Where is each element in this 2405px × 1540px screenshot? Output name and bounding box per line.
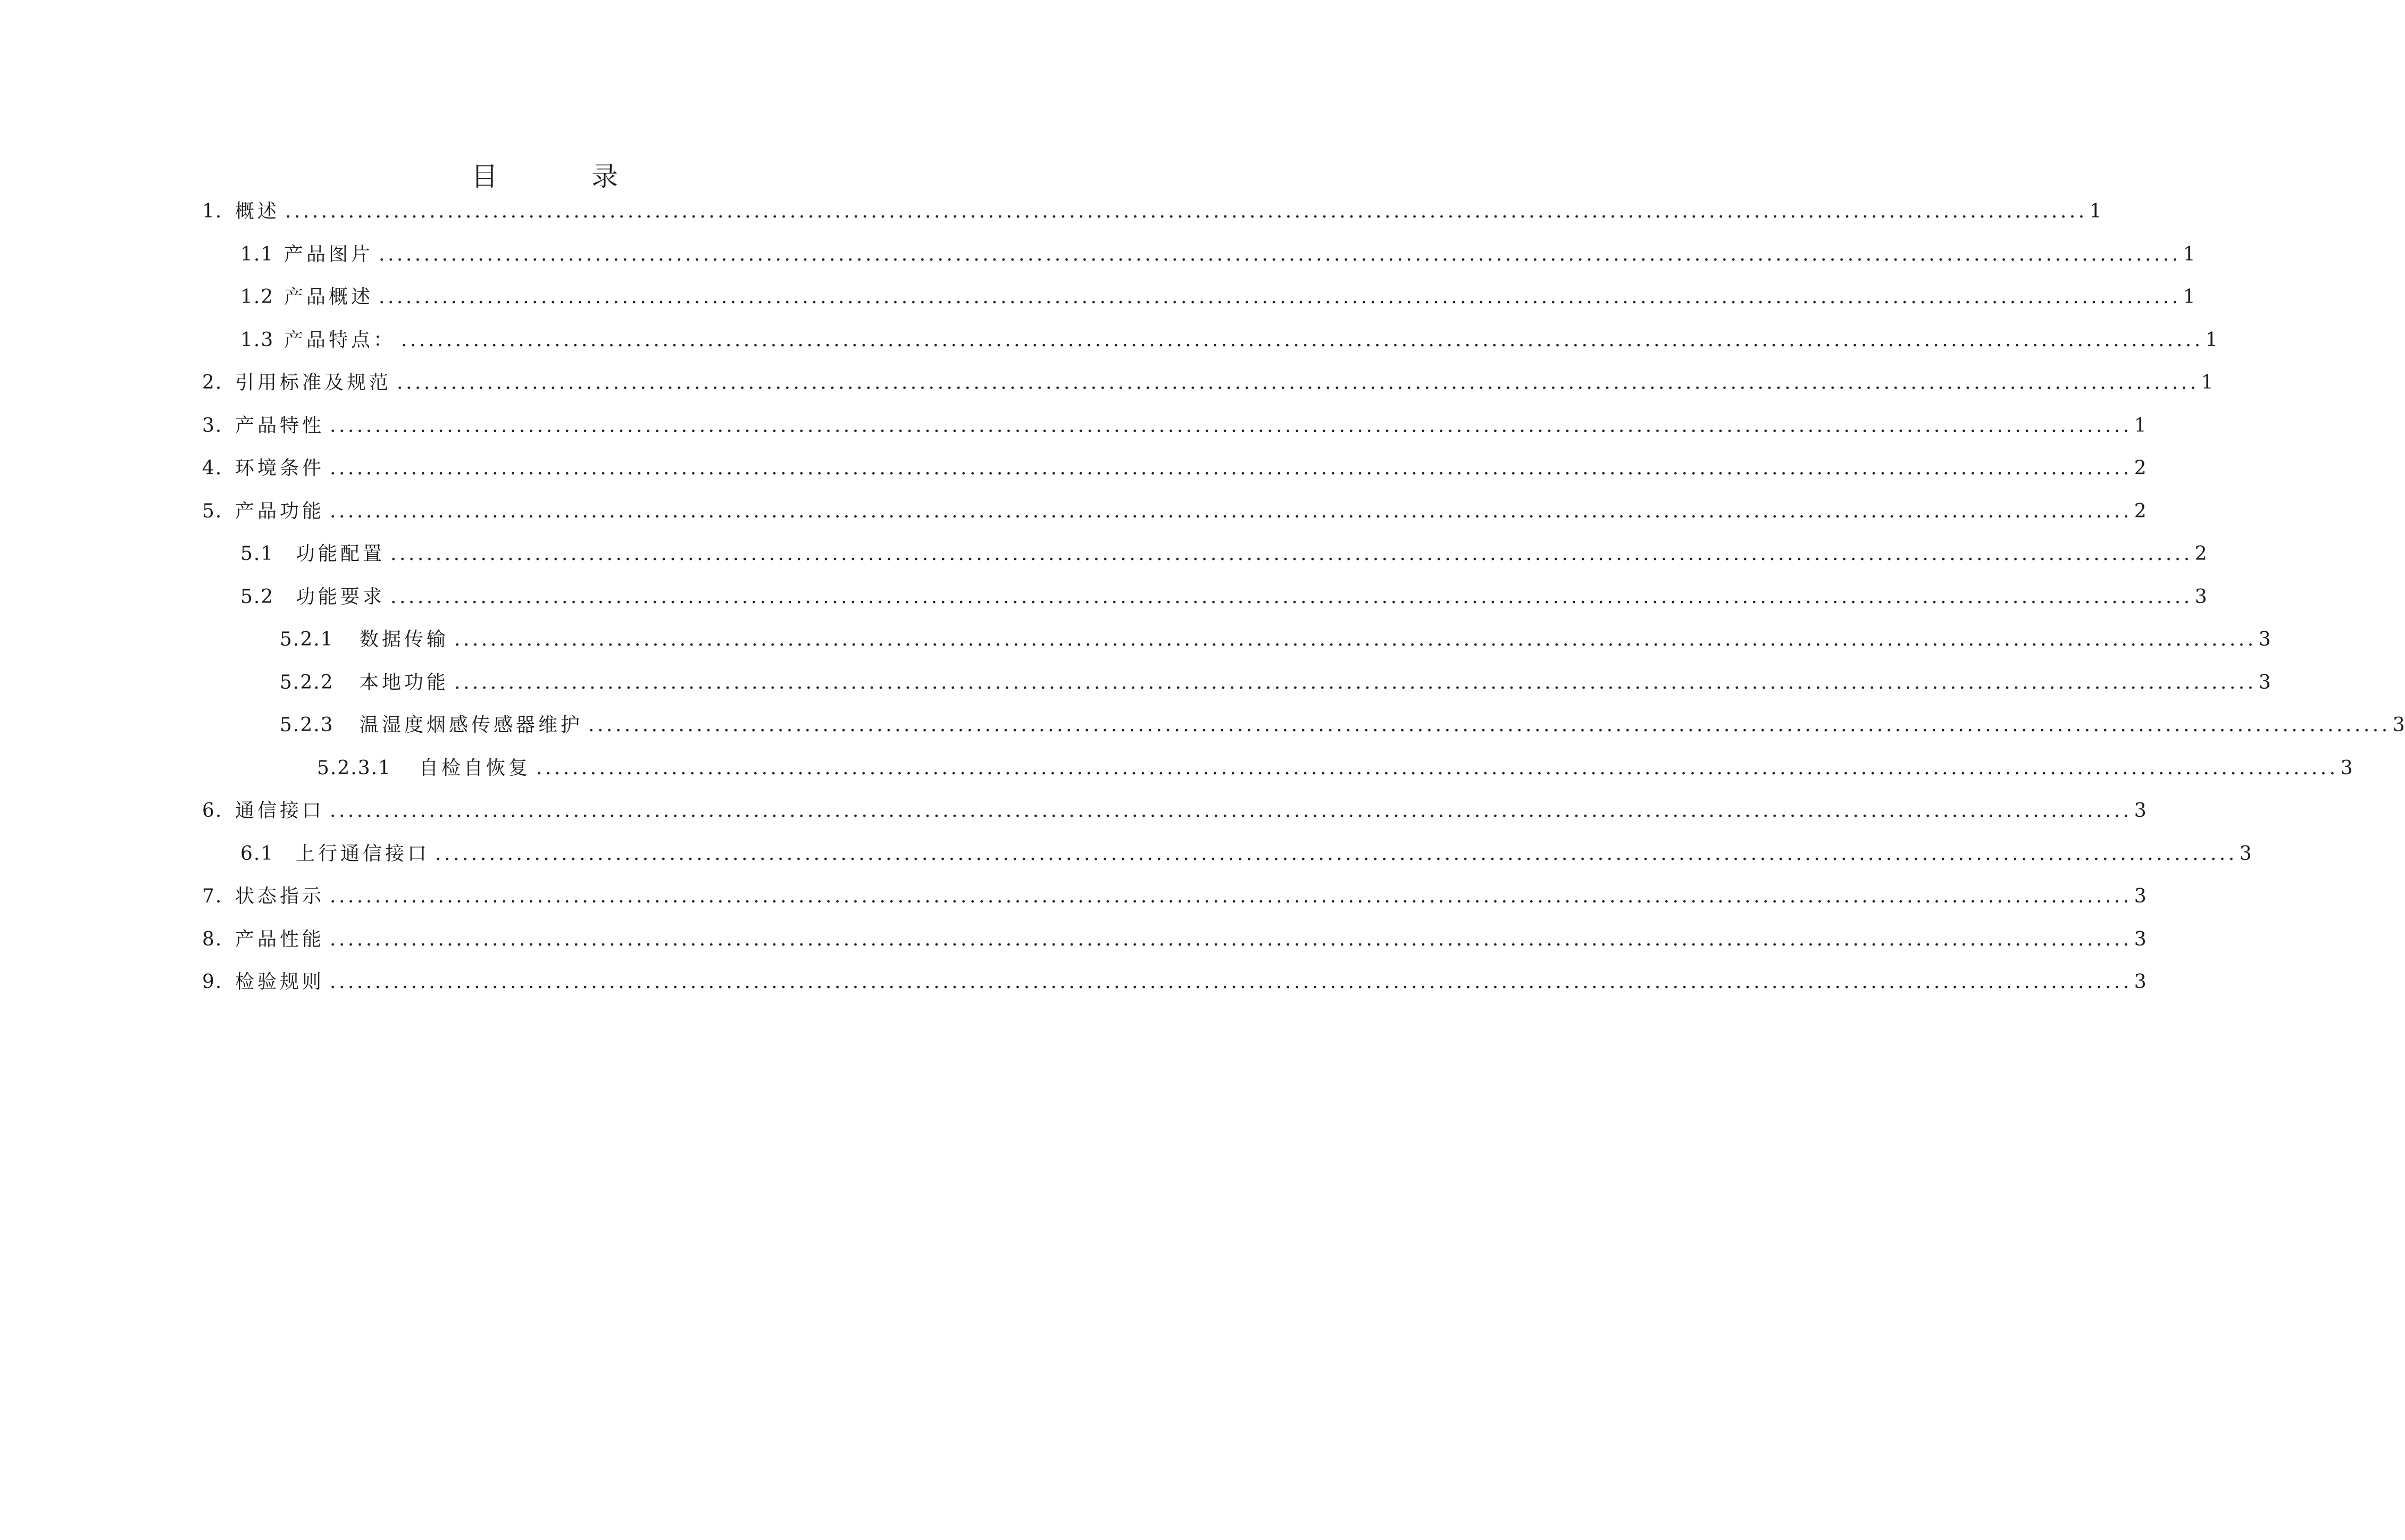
dot-leader: ........................................................................................................................................................................................................ <box>435 842 2237 865</box>
dot-leader: ........................................................................................................................................................................................................ <box>285 200 2087 222</box>
toc-entry-5-1[interactable] <box>202 533 2207 576</box>
dot-leader: ........................................................................................................................................................................................................ <box>330 457 2132 479</box>
toc-entry-number: 6. <box>202 800 223 822</box>
dot-leader: ........................................................................................................................................................................................................ <box>536 757 2339 779</box>
toc-entry-number: 1. <box>202 200 223 222</box>
toc-entry-number: 4. <box>202 457 223 479</box>
toc-entry-4[interactable] <box>202 447 2147 490</box>
toc-entry-number: 9. <box>202 971 223 993</box>
toc-entry-page: 3 <box>2340 757 2353 779</box>
toc-entry-number: 7. <box>202 885 223 907</box>
toc-entry-3[interactable] <box>202 405 2147 448</box>
toc-entry-title: 自检自恢复 <box>419 757 531 779</box>
toc-entry-5-2-3[interactable] <box>202 704 2405 747</box>
dot-leader: ........................................................................................................................................................................................................ <box>330 885 2132 907</box>
toc-entry-page: 3 <box>2134 971 2147 993</box>
toc-entry-page: 1 <box>2089 200 2102 222</box>
dot-leader: ........................................................................................................................................................................................................ <box>454 629 2257 650</box>
toc-entry-title: 产品概述 <box>284 286 374 308</box>
toc-entry-title: 产品特点： <box>284 329 396 351</box>
toc-entry-number: 8. <box>202 928 223 950</box>
toc-entry-number: 2. <box>202 372 223 394</box>
toc-entry-1-2[interactable] <box>202 276 2195 319</box>
toc-entry-page: 3 <box>2392 714 2405 736</box>
toc-entry-number: 5.2 <box>240 585 274 608</box>
dot-leader: ........................................................................................................................................................................................................ <box>390 543 2193 565</box>
toc-entry-page: 1 <box>2183 286 2195 308</box>
toc-entry-number: 5.2.2 <box>280 671 334 693</box>
toc-entry-6[interactable] <box>202 790 2147 833</box>
toc-entry-1-1[interactable] <box>202 233 2195 277</box>
toc-entry-page: 3 <box>2134 928 2147 950</box>
toc-entry-5[interactable] <box>202 490 2147 533</box>
dot-leader: ........................................................................................................................................................................................................ <box>330 800 2132 822</box>
toc-entry-title: 检验规则 <box>235 971 325 993</box>
toc-entry-page: 3 <box>2258 629 2271 650</box>
toc-entry-title: 产品性能 <box>235 928 325 950</box>
toc-entry-number: 5.2.1 <box>280 629 334 650</box>
dot-leader: ........................................................................................................................................................................................................ <box>330 971 2132 993</box>
toc-entry-title: 产品特性 <box>235 414 325 437</box>
toc-entry-page: 2 <box>2194 543 2207 565</box>
toc-entry-9[interactable] <box>202 961 2147 1004</box>
table-of-contents <box>202 190 2405 1004</box>
dot-leader: ........................................................................................................................................................................................................ <box>330 928 2132 950</box>
toc-entry-title: 概述 <box>235 200 280 222</box>
toc-entry-number: 5.2.3 <box>280 714 334 736</box>
toc-entry-title: 数据传输 <box>360 629 449 650</box>
toc-entry-7[interactable] <box>202 875 2147 918</box>
toc-entry-5-2-2[interactable] <box>202 662 2271 705</box>
dot-leader: ........................................................................................................................................................................................................ <box>588 714 2391 736</box>
dot-leader: ........................................................................................................................................................................................................ <box>330 500 2132 522</box>
toc-entry-title: 本地功能 <box>360 671 449 693</box>
dot-leader: ........................................................................................................................................................................................................ <box>330 414 2132 437</box>
toc-entry-page: 3 <box>2134 800 2147 822</box>
toc-entry-number: 1.2 <box>240 286 274 308</box>
toc-entry-page: 1 <box>2201 372 2214 394</box>
toc-entry-title: 引用标准及规范 <box>235 372 392 394</box>
dot-leader: ........................................................................................................................................................................................................ <box>379 286 2181 308</box>
toc-entry-number: 1.3 <box>240 329 274 351</box>
toc-entry-number: 5. <box>202 500 223 522</box>
toc-entry-page: 1 <box>2134 414 2147 437</box>
toc-entry-5-2[interactable] <box>202 576 2207 619</box>
toc-entry-number: 6.1 <box>240 842 274 865</box>
toc-entry-page: 3 <box>2239 842 2252 865</box>
toc-entry-title: 环境条件 <box>235 457 325 479</box>
dot-leader: ........................................................................................................................................................................................................ <box>397 372 2199 394</box>
toc-entry-1-3[interactable] <box>202 319 2218 362</box>
toc-entry-1[interactable] <box>202 190 2102 233</box>
toc-entry-title: 产品功能 <box>235 500 325 522</box>
dot-leader: ........................................................................................................................................................................................................ <box>379 243 2181 265</box>
toc-entry-number: 3. <box>202 414 223 437</box>
toc-entry-number: 5.2.3.1 <box>317 757 391 779</box>
dot-leader: ........................................................................................................................................................................................................ <box>401 329 2203 351</box>
toc-entry-page: 3 <box>2194 585 2207 608</box>
toc-entry-title: 状态指示 <box>235 885 325 907</box>
toc-heading: 目 录 <box>471 161 661 192</box>
toc-entry-title: 功能要求 <box>296 585 386 608</box>
toc-entry-2[interactable] <box>202 362 2214 405</box>
toc-entry-5-2-3-1[interactable] <box>202 747 2353 790</box>
toc-entry-page: 2 <box>2134 457 2147 479</box>
toc-entry-title: 上行通信接口 <box>296 842 430 865</box>
toc-entry-page: 1 <box>2183 243 2195 265</box>
toc-entry-5-2-1[interactable] <box>202 618 2271 662</box>
toc-entry-title: 通信接口 <box>235 800 325 822</box>
toc-entry-number: 1.1 <box>240 243 274 265</box>
toc-entry-page: 3 <box>2134 885 2147 907</box>
toc-entry-number: 5.1 <box>240 543 274 565</box>
toc-entry-title: 功能配置 <box>296 543 386 565</box>
toc-entry-6-1[interactable] <box>202 833 2252 876</box>
toc-entry-8[interactable] <box>202 918 2147 961</box>
toc-entry-page: 2 <box>2134 500 2147 522</box>
toc-entry-title: 温湿度烟感传感器维护 <box>360 714 583 736</box>
toc-entry-title: 产品图片 <box>284 243 374 265</box>
dot-leader: ........................................................................................................................................................................................................ <box>454 671 2257 693</box>
toc-entry-page: 3 <box>2258 671 2271 693</box>
toc-entry-page: 1 <box>2205 329 2218 351</box>
dot-leader: ........................................................................................................................................................................................................ <box>390 585 2193 608</box>
